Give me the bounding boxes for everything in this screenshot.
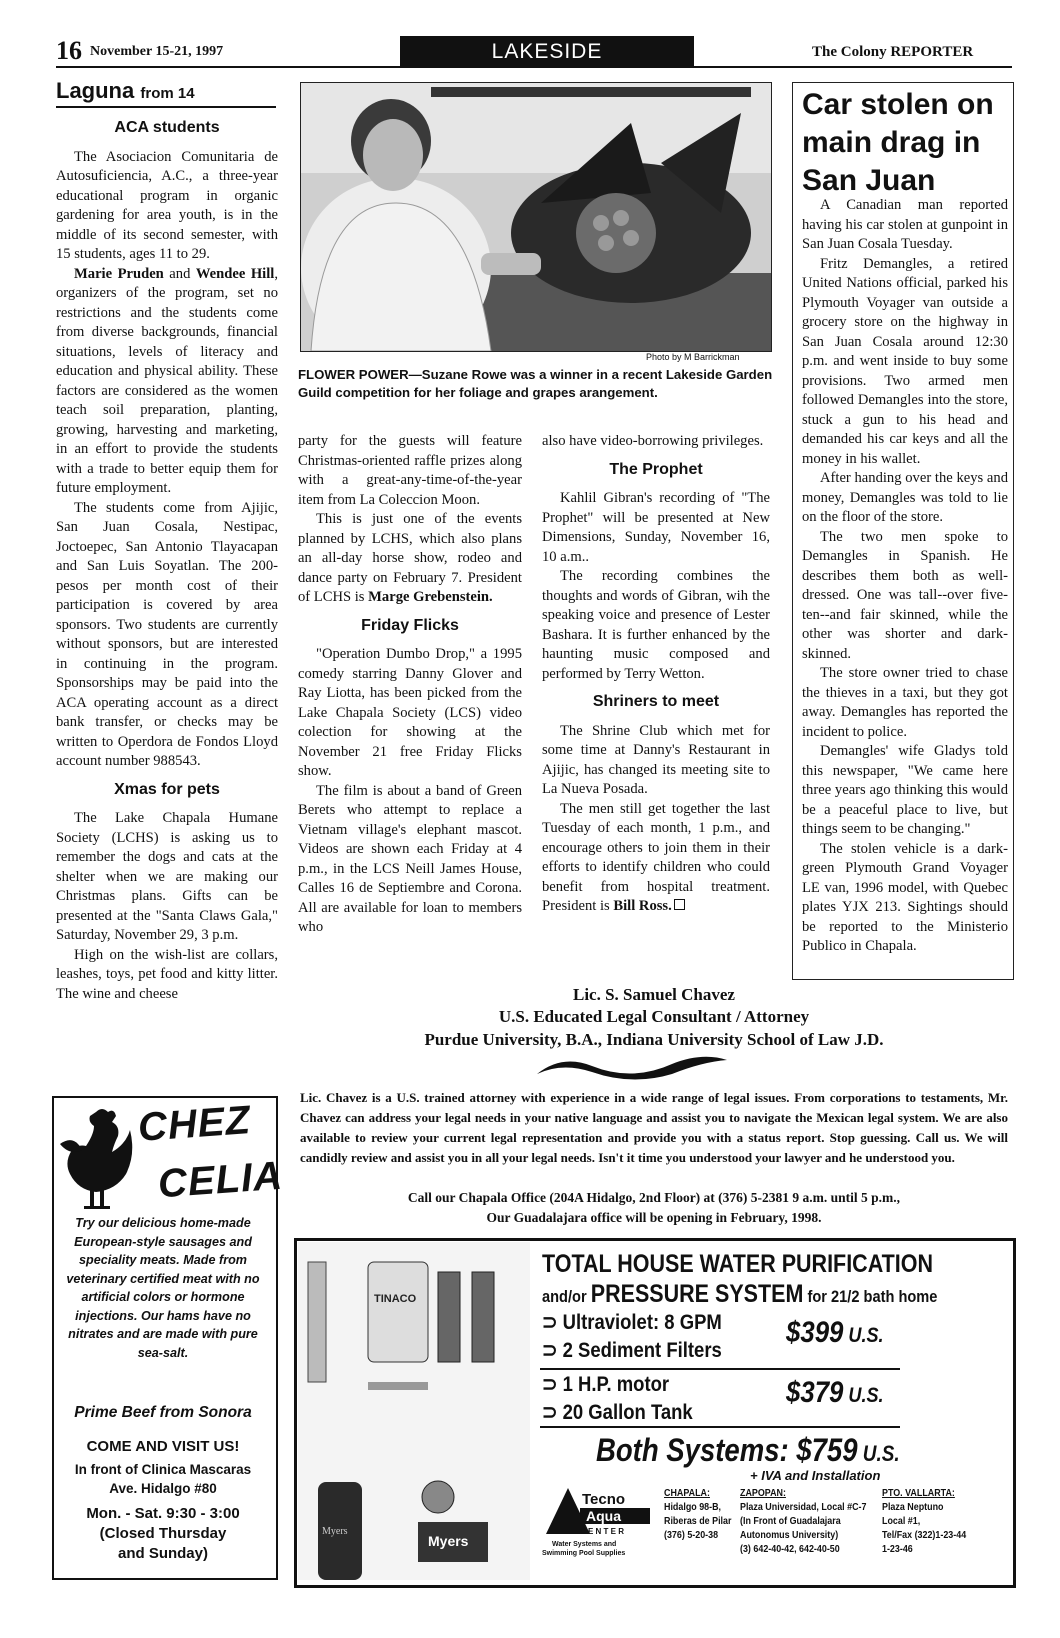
lawyer-education: Purdue University, B.A., Indiana University School of Law J.D. <box>424 1030 884 1049</box>
col3-paragraph-1: also have video-borrowing privileges. <box>542 433 764 449</box>
price-2-value: $379 <box>786 1376 844 1409</box>
price-1 <box>786 1316 884 1350</box>
zapopan-line-2: (In Front of Guadalajara <box>740 1515 841 1527</box>
price-1-currency: U.S. <box>843 1324 884 1347</box>
center-word: C E N T E R <box>580 1527 625 1536</box>
photo-illustration <box>301 83 771 351</box>
photo-caption: FLOWER POWER—Suzane Rowe was a winner in a recent Lakeside Garden Guild competition for her foliage and grapes arangement. <box>298 367 773 400</box>
laguna-rule <box>56 106 276 108</box>
chapala-line-3: (376) 5-20-38 <box>664 1529 719 1541</box>
chapala-office: Call our Chapala Office (204A Hidalgo, 2nd Floor) at (376) 5-2381 9 a.m. until 5 p.m., <box>407 1190 901 1205</box>
car-paragraph-6: Demangles' wife Gladys told this newspaper, "We came here three years ago thinking this would be a peaceful place to live, but things seem to be changing." <box>802 743 1008 837</box>
car-stolen-headline: Car stolen on main drag in San Juan <box>802 88 994 197</box>
chez-beef: Prime Beef from Sonora <box>74 1404 252 1421</box>
car-paragraph-4: The two men spoke to Demangles in Spanish. He describes them both as well-dressed. One was tall--over five-ten--and fair skinned, while the other was shorter and dark-skinned. <box>802 528 1008 662</box>
chez-hours <box>54 1504 272 1564</box>
rooster-icon <box>56 1104 138 1212</box>
car-paragraph-5: The store owner tried to chase the thieves in a taxi, but they got away. Demangles has reported the incident to police. <box>802 665 1008 740</box>
both-systems-currency: U.S. <box>857 1441 900 1466</box>
myers-tank-label: Myers <box>322 1526 348 1537</box>
water-headline-2b: PRESSURE SYSTEM <box>590 1280 804 1308</box>
col3-paragraph-5 <box>542 800 770 917</box>
chez-title: CHEZ <box>136 1098 253 1150</box>
laguna-headline <box>56 78 195 104</box>
chez-address-line-1: In front of Clinica Mascaras <box>74 1462 252 1477</box>
water-equipment-image <box>298 1242 530 1580</box>
chez-come-visit: COME AND VISIT US! <box>86 1438 240 1455</box>
chapala-heading: CHAPALA: <box>664 1487 710 1499</box>
header-rule <box>56 66 1012 68</box>
xmas-paragraph-1: The Lake Chapala Humane Society (LCHS) is asking us to remember the dogs and cats at the shelter when we are making our Christmas plans. Gifts can be presented at the "Santa Claws Gala," Saturday, November 29, 3 p.m. <box>56 810 278 943</box>
shriners-heading: Shriners to meet <box>592 693 720 710</box>
laguna-continued: from 14 <box>140 85 195 102</box>
location-vallarta <box>882 1486 966 1556</box>
column-3 <box>542 432 770 917</box>
tank-label: TINACO <box>374 1293 417 1305</box>
zapopan-line-4: (3) 642-40-42, 642-40-50 <box>740 1543 840 1555</box>
aca-paragraph-1: The Asociacion Comunitaria de Autosuficiencia, A.C., a three-year educational program in organic gardening for area youth, is in the middle of its second semester, with 15 students, ages 11 to 29. <box>56 148 278 262</box>
chez-hours-line-2: (Closed Thursday <box>99 1525 227 1542</box>
both-systems-price <box>596 1432 900 1469</box>
car-paragraph-3: After handing over the keys and money, Demangles was told to lie on the floor of the store. <box>802 470 1008 525</box>
friday-flicks-heading: Friday Flicks <box>361 616 459 634</box>
chez-address-line-2: Ave. Hidalgo #80 <box>109 1481 217 1496</box>
col3-paragraph-2: Kahlil Gibran's recording of "The Prophet" will be presented at New Dimensions, Sunday, November 16, 10 a.m.. <box>542 490 770 565</box>
shriners-president-name: Bill Ross. <box>613 898 672 914</box>
chapala-line-1: Hidalgo 98-B, <box>664 1501 722 1513</box>
car-paragraph-7: The stolen vehicle is a dark-green Plymouth Grand Voyager LE van, 1996 model, with Quebec plates YJX 213. Sightings should be reported to the Ministerio Publico in Chapala. <box>802 840 1008 954</box>
col2-paragraph-3: "Operation Dumbo Drop," a 1995 comedy starring Danny Glover and Ray Liotta, has been picked from the Lake Chapala Society (LCS) video colection for showing at the November 21 free Friday Flicks show. <box>298 646 522 779</box>
issue-date: November 15-21, 1997 <box>90 44 224 59</box>
column-1 <box>56 118 278 1004</box>
tecno-aqua-logo-icon <box>536 1484 656 1560</box>
lchs-president-name: Marge Grebenstein. <box>368 589 493 605</box>
celia-title: CELIA <box>156 1153 285 1207</box>
vallarta-line-1: Plaza Neptuno <box>882 1501 944 1513</box>
both-systems-value: Both Systems: $759 <box>596 1432 858 1468</box>
vallarta-line-2: Local #1, <box>882 1515 921 1527</box>
col2-paragraph-1: party for the guests will feature Christmas-oriented raffle prizes along with a great-any-time-of-the-year item from La Coleccion Moon. <box>298 433 522 508</box>
decorative-swirl-icon <box>532 1052 732 1082</box>
location-chapala <box>664 1486 731 1542</box>
col2-paragraph-4: The film is about a band of Green Berets who attempt to replace a Vietnam village's elephant mascot. Videos are shown each Friday at 4 p.m., in the LCS Neill James House, Calles 16 de Septiembre and Corona. All are available for loan to members who <box>298 782 522 935</box>
end-mark <box>674 899 685 910</box>
feature-motor: ⊃ 1 H.P. motor <box>542 1373 670 1396</box>
garden-photo <box>300 82 772 352</box>
lchs-events-text: This is just one of the events planned by LCHS, which also plans an all-day horse show, rodeo and dance party on February 7. President of LCHS is <box>298 511 522 605</box>
water-separator-2 <box>540 1426 900 1428</box>
water-separator-1 <box>540 1368 900 1370</box>
chez-hours-line-3: and Sunday) <box>117 1545 208 1562</box>
aca-paragraph-3: The students come from Ajijic, San Juan Cosala, Nestipac, Joctoepec, San Antonio Tlayacapan and San Luis Soyatlan. The 200-pesos per month cost of their participation is covered by area sponsors. Two students are currently without sponsors, but are interested in continuing in the program. Sponsorships may be paid into the ACA operating account as a direct bank transfer, or checks may be written to Operdora de Fondos Lloyd account number 988543. <box>56 499 278 769</box>
chapala-line-2: Riberas de Pilar <box>664 1515 732 1527</box>
chez-hours-line-1: Mon. - Sat. 9:30 - 3:00 <box>86 1505 240 1522</box>
water-headline-2a: and/or <box>542 1287 591 1306</box>
lawyer-offices <box>300 1188 1008 1228</box>
lawyer-description: Lic. Chavez is a U.S. trained attorney with experience in a wide range of legal issues. From corporations to testaments, Mr. Chavez can address your legal needs in your native language and assist you to navigate the Mexican legal system. We are also available to review your current legal representation and provide you with a status report. Stop guessing. Call us. We will candidly review and assist you in all your legal needs. Isn't it time you understood your lawyer and he understood you. <box>300 1090 1008 1165</box>
zapopan-heading: ZAPOPAN: <box>740 1487 786 1499</box>
car-paragraph-1: A Canadian man reported having his car stolen at gunpoint in San Juan Cosala Tuesday. <box>802 197 1008 252</box>
xmas-for-pets-heading: Xmas for pets <box>114 780 220 798</box>
location-zapopan <box>740 1486 866 1556</box>
aca-and: and <box>163 265 196 282</box>
laguna-title: Laguna <box>56 78 135 103</box>
vallarta-line-4: 1-23-46 <box>882 1543 913 1555</box>
chez-description: Try our delicious home-made European-style sausages and speciality meats. Made from veterinary certified meat with no artificial colors or hormone injections. Our hams have no nitrates and are made with pure sea-salt. <box>66 1216 260 1360</box>
tecno-subtitle-2: Swimming Pool Supplies <box>542 1550 626 1557</box>
vallarta-line-3: Tel/Fax (322)1-23-44 <box>882 1529 967 1541</box>
chez-address <box>54 1460 272 1498</box>
price-1-value: $399 <box>786 1316 844 1349</box>
lawyer-name: Lic. S. Samuel Chavez <box>573 985 735 1004</box>
col2-paragraph-2 <box>298 510 522 608</box>
vallarta-heading: PTO. VALLARTA: <box>882 1487 955 1499</box>
shriners-text: The men still get together the last Tuesday of each month, 1 p.m., and encourage others to join them in their efforts to identify children who could benefit from hospital treatment. President is <box>542 800 770 914</box>
section-banner: LAKESIDE <box>400 36 694 68</box>
xmas-paragraph-2: High on the wish-list are collars, leashes, toys, pet food and kitty litter. The wine and cheese <box>56 946 278 1002</box>
iva-note: + IVA and Installation <box>750 1468 881 1483</box>
zapopan-line-1: Plaza Universidad, Local #C-7 <box>740 1501 867 1513</box>
tecno-word: Tecno <box>582 1491 626 1508</box>
col3-paragraph-4: The Shrine Club which met for some time at Danny's Restaurant in Ajijic, has changed its meeting site to La Nueva Posada. <box>542 722 770 797</box>
myers-pump-label: Myers <box>428 1533 469 1549</box>
organizer-name-2: Wendee Hill <box>195 265 275 282</box>
organizer-name-1: Marie Pruden <box>74 265 164 282</box>
water-headline-2c: for 21/2 bath home <box>803 1287 938 1306</box>
zapopan-line-3: Autonomus University) <box>740 1529 839 1541</box>
guadalajara-office: Our Guadalajara office will be opening in February, 1998. <box>486 1210 822 1225</box>
aca-paragraph-2 <box>56 265 278 499</box>
feature-sediment-filters: ⊃ 2 Sediment Filters <box>542 1339 722 1362</box>
tecno-subtitle-1: Water Systems and <box>552 1541 617 1548</box>
water-headline-1: TOTAL HOUSE WATER PURIFICATION <box>542 1250 933 1278</box>
car-paragraph-2: Fritz Demangles, a retired United Nations official, parked his Plymouth Voyager van outside a grocery store on the highway in San Juan Cosala around 12:30 p.m. and went inside to buy some provisions. Two armed men followed Demangles into the store, stuck a gun to his head and demanded his car keys and all the money in his wallet. <box>802 255 1008 467</box>
aca-students-heading: ACA students <box>114 119 220 136</box>
the-prophet-heading: The Prophet <box>609 460 703 478</box>
page-number: 16 <box>56 36 82 65</box>
newspaper-name: The Colony REPORTER <box>812 44 974 60</box>
aqua-word: Aqua <box>586 1508 621 1524</box>
feature-ultraviolet: ⊃ Ultraviolet: 8 GPM <box>542 1311 722 1334</box>
lawyer-title: U.S. Educated Legal Consultant / Attorney <box>498 1007 810 1026</box>
column-2 <box>298 432 522 938</box>
aca-paragraph-2-text: , organizers of the program, set no restrictions and the students come from diverse backgrounds, financial situations, levels of literacy and education and physical ability. These factors are considered as the women teach soil preparation, planting, growing, harvesting and marketing, in an effort to provide the students with a trade to better equip them for future employment. <box>56 265 278 496</box>
feature-tank: ⊃ 20 Gallon Tank <box>542 1401 693 1424</box>
water-headline-2 <box>542 1280 937 1309</box>
price-2-currency: U.S. <box>843 1384 884 1407</box>
price-2 <box>786 1376 884 1410</box>
car-stolen-article <box>802 196 1008 957</box>
photo-credit: Photo by M Barrickman <box>646 352 740 362</box>
col3-paragraph-3: The recording combines the thoughts and words of Gibran, wih the speaking voice and presence of Lester Bashara. It is further enhanced by the haunting music composed and performed by Terry Wetton. <box>542 568 770 682</box>
